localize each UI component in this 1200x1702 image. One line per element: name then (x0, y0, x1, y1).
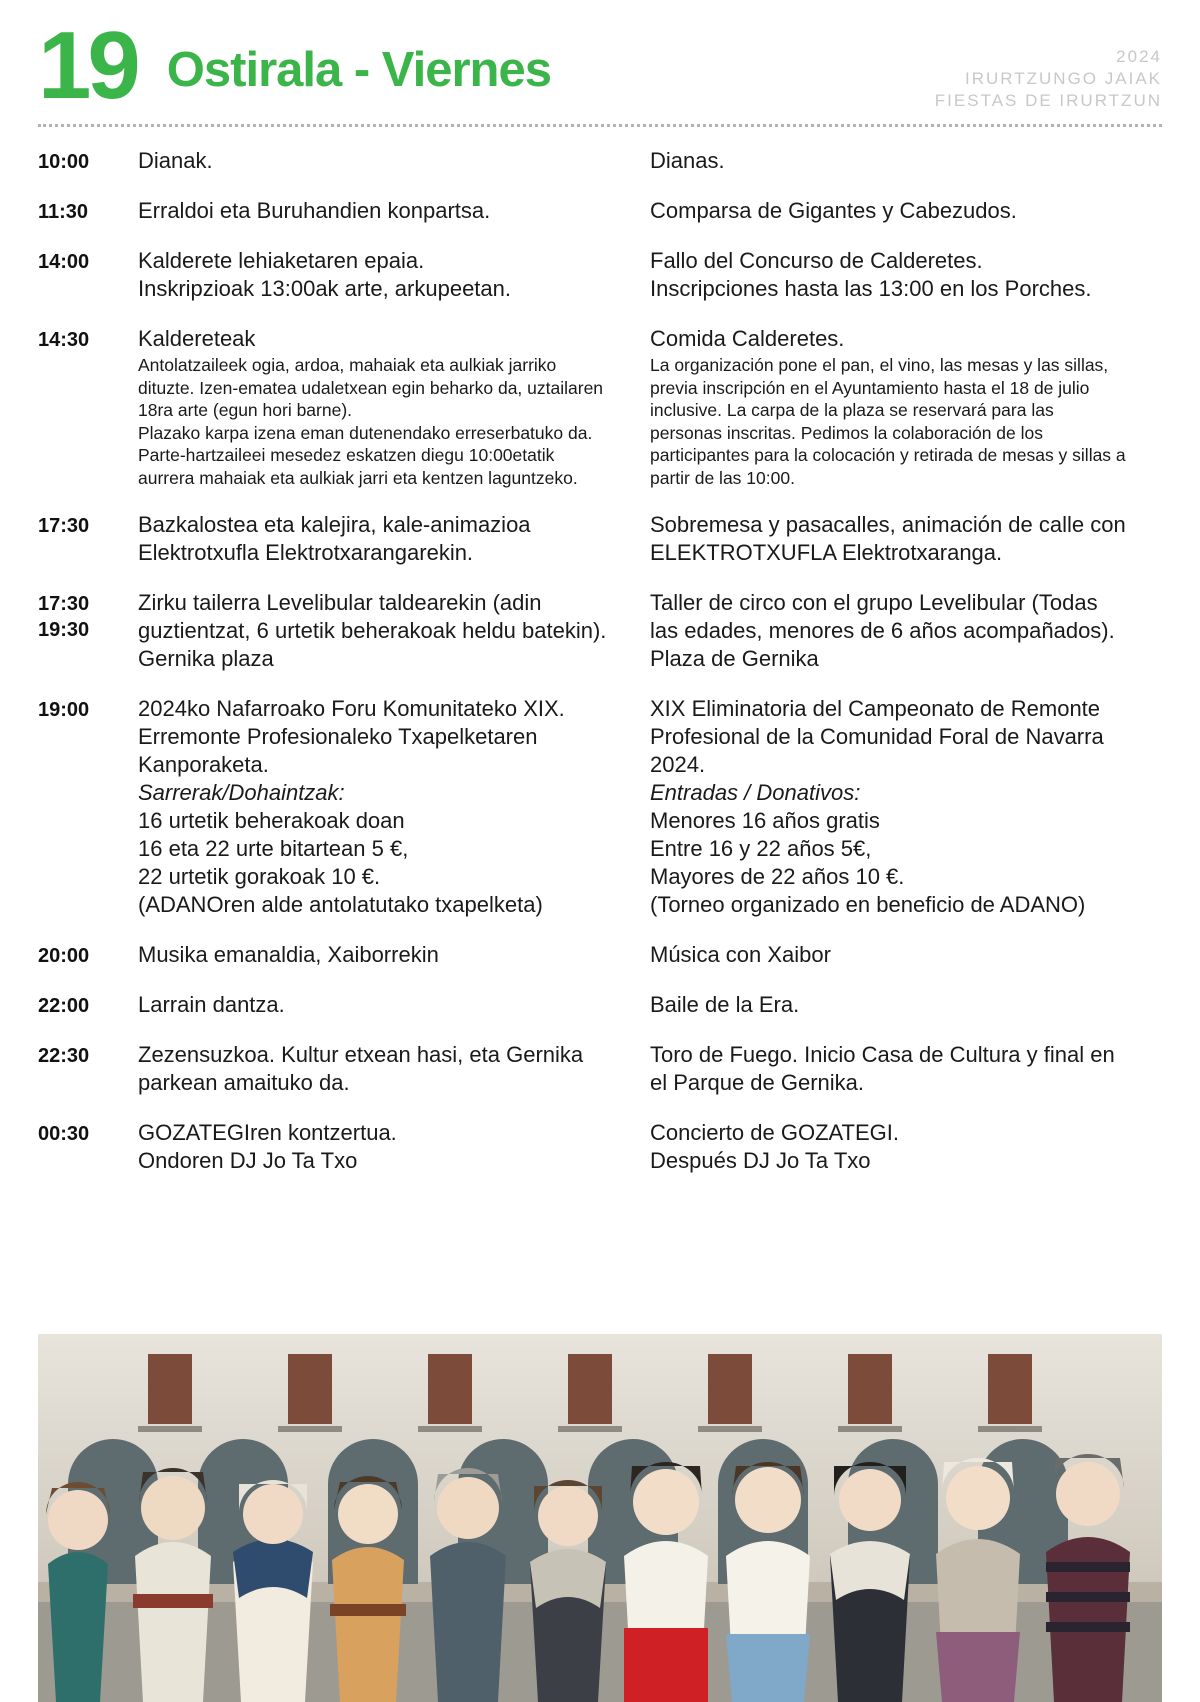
event-text-basque (138, 695, 650, 919)
event-text-spanish (650, 1119, 1162, 1175)
schedule-row (38, 589, 1162, 673)
event-title: Musika emanaldia, Xaiborrekin (138, 942, 439, 967)
event-text-basque (138, 1041, 650, 1097)
event-columns (138, 991, 1162, 1019)
event-time: 22:30 (38, 1045, 90, 1067)
event-subheading: Entradas / Donativos: (650, 780, 861, 805)
event-title: Fallo del Concurso de Calderetes. Inscripciones hasta las 13:00 en los Porches. (650, 248, 1092, 301)
event-columns (138, 511, 1162, 567)
event-time: 17:30 (38, 515, 90, 537)
schedule-row (38, 1119, 1162, 1175)
event-title: Zirku tailerra Levelibular taldearekin (adin guztientzat, 6 urtetik beherakoak heldu batekin). Gernika plaza (138, 590, 607, 671)
event-columns (138, 147, 1162, 175)
event-title: Dianas. (650, 148, 725, 173)
event-pricing: Menores 16 años gratis Entre 16 y 22 años 5€, Mayores de 22 años 10 €. (Torneo organizado en beneficio de ADANO) (650, 808, 1086, 917)
header-divider (38, 124, 1162, 127)
event-title: Baile de la Era. (650, 992, 800, 1017)
event-text-basque (138, 325, 650, 489)
schedule-row (38, 197, 1162, 225)
event-columns (138, 941, 1162, 969)
event-columns (138, 695, 1162, 919)
event-details: Antolatzaileek ogia, ardoa, mahaiak eta aulkiak jarriko dituzte. Izen-ematea udaletxean egin beharko da, uztailaren 18ra arte (egun hori barne). Plazako karpa izena eman dutenendako erreserbatuko da. Parte-hartzaileei mesedez eskatzen diegu 10:00etatik aurrera mahaiak eta aulkiak jarri eta kentzen laguntzeko. (138, 355, 604, 488)
schedule-list (38, 127, 1162, 1175)
event-text-basque (138, 247, 650, 303)
schedule-row (38, 147, 1162, 175)
festival-photo (38, 1334, 1162, 1702)
event-time-end: 19:30 (38, 619, 90, 641)
event-title: GOZATEGIren kontzertua. Ondoren DJ Jo Ta Txo (138, 1120, 397, 1173)
festival-photo-graphic (38, 1334, 1162, 1702)
event-title: Kalderete lehiaketaren epaia. Inskripzioak 13:00ak arte, arkupeetan. (138, 248, 512, 301)
event-text-spanish (650, 991, 1162, 1019)
schedule-row (38, 941, 1162, 969)
event-time: 17:30 19:30 (38, 589, 138, 643)
event-title: XIX Eliminatoria del Campeonato de Remonte Profesional de la Comunidad Foral de Navarra 2024. (650, 696, 1104, 777)
event-title: 2024ko Nafarroako Foru Komunitateko XIX. Erremonte Profesionaleko Txapelketaren Kanporaketa. (138, 696, 565, 777)
event-time: 19:00 (38, 699, 90, 721)
schedule-row (38, 1041, 1162, 1097)
event-columns (138, 589, 1162, 673)
day-name: Ostirala - Viernes (166, 43, 551, 97)
event-time: 14:30 (38, 329, 90, 351)
event-text-basque (138, 197, 650, 225)
event-text-spanish (650, 247, 1162, 303)
schedule-row (38, 247, 1162, 303)
festival-name-eu: IRURTZUNGO JAIAK (965, 69, 1162, 88)
event-text-basque (138, 991, 650, 1019)
event-title: Bazkalostea eta kalejira, kale-animazioa Elektrotxufla Elektrotxarangarekin. (138, 512, 531, 565)
event-time: 20:00 (38, 945, 90, 967)
festival-name-es: FIESTAS DE IRURTZUN (934, 91, 1162, 110)
event-text-spanish (650, 197, 1162, 225)
event-subheading: Sarrerak/Dohaintzak: (138, 780, 345, 805)
event-text-spanish (650, 589, 1162, 673)
day-number: 19 (38, 12, 137, 119)
event-columns (138, 247, 1162, 303)
event-title: Música con Xaibor (650, 942, 831, 967)
schedule-row (38, 695, 1162, 919)
event-title: Dianak. (138, 148, 213, 173)
event-title: Taller de circo con el grupo Levelibular (Todas las edades, menores de 6 años acompañados). Plaza de Gernika (650, 590, 1115, 671)
event-time: 14:00 (38, 251, 90, 273)
event-text-spanish (650, 941, 1162, 969)
event-text-basque (138, 147, 650, 175)
event-title: Toro de Fuego. Inicio Casa de Cultura y final en el Parque de Gernika. (650, 1042, 1115, 1095)
event-title: Kaldereteak (138, 326, 256, 351)
event-pricing: 16 urtetik beherakoak doan 16 eta 22 urte bitartean 5 €, 22 urtetik gorakoak 10 €. (ADANOren alde antolatutako txapelketa) (138, 808, 543, 917)
event-text-basque (138, 941, 650, 969)
event-text-spanish (650, 147, 1162, 175)
event-text-spanish (650, 511, 1162, 567)
event-text-basque (138, 589, 650, 673)
event-title: Comida Calderetes. (650, 326, 845, 351)
schedule-row (38, 511, 1162, 567)
event-text-spanish (650, 695, 1162, 919)
event-columns (138, 1119, 1162, 1175)
festival-title-block (935, 22, 1162, 112)
event-columns (138, 197, 1162, 225)
event-time: 22:00 (38, 995, 90, 1017)
event-title: Concierto de GOZATEGI. Después DJ Jo Ta Txo (650, 1120, 900, 1173)
poster-header (38, 0, 1162, 118)
event-text-basque (138, 511, 650, 567)
event-time: 11:30 (38, 201, 89, 223)
event-title: Erraldoi eta Buruhandien konpartsa. (138, 198, 491, 223)
event-title: Sobremesa y pasacalles, animación de calle con ELEKTROTXUFLA Elektrotxaranga. (650, 512, 1126, 565)
event-text-spanish (650, 1041, 1162, 1097)
event-columns (138, 1041, 1162, 1097)
event-text-spanish (650, 325, 1162, 489)
event-time: 00:30 (38, 1123, 90, 1145)
event-columns (138, 325, 1162, 489)
event-title: Larrain dantza. (138, 992, 285, 1017)
event-text-basque (138, 1119, 650, 1175)
event-details: La organización pone el pan, el vino, las mesas y las sillas, previa inscripción en el Ayuntamiento hasta el 18 de julio inclusive. La carpa de la plaza se reservará para las personas inscritas. Pedimos la colaboración de los participantes para la colocación y retirada de mesas y sillas a partir de las 10:00. (650, 355, 1126, 488)
event-time: 10:00 (38, 151, 90, 173)
schedule-row (38, 325, 1162, 489)
schedule-row (38, 991, 1162, 1019)
event-title: Zezensuzkoa. Kultur etxean hasi, eta Gernika parkean amaituko da. (138, 1042, 584, 1095)
event-title: Comparsa de Gigantes y Cabezudos. (650, 198, 1017, 223)
festival-year: 2024 (1116, 47, 1162, 66)
